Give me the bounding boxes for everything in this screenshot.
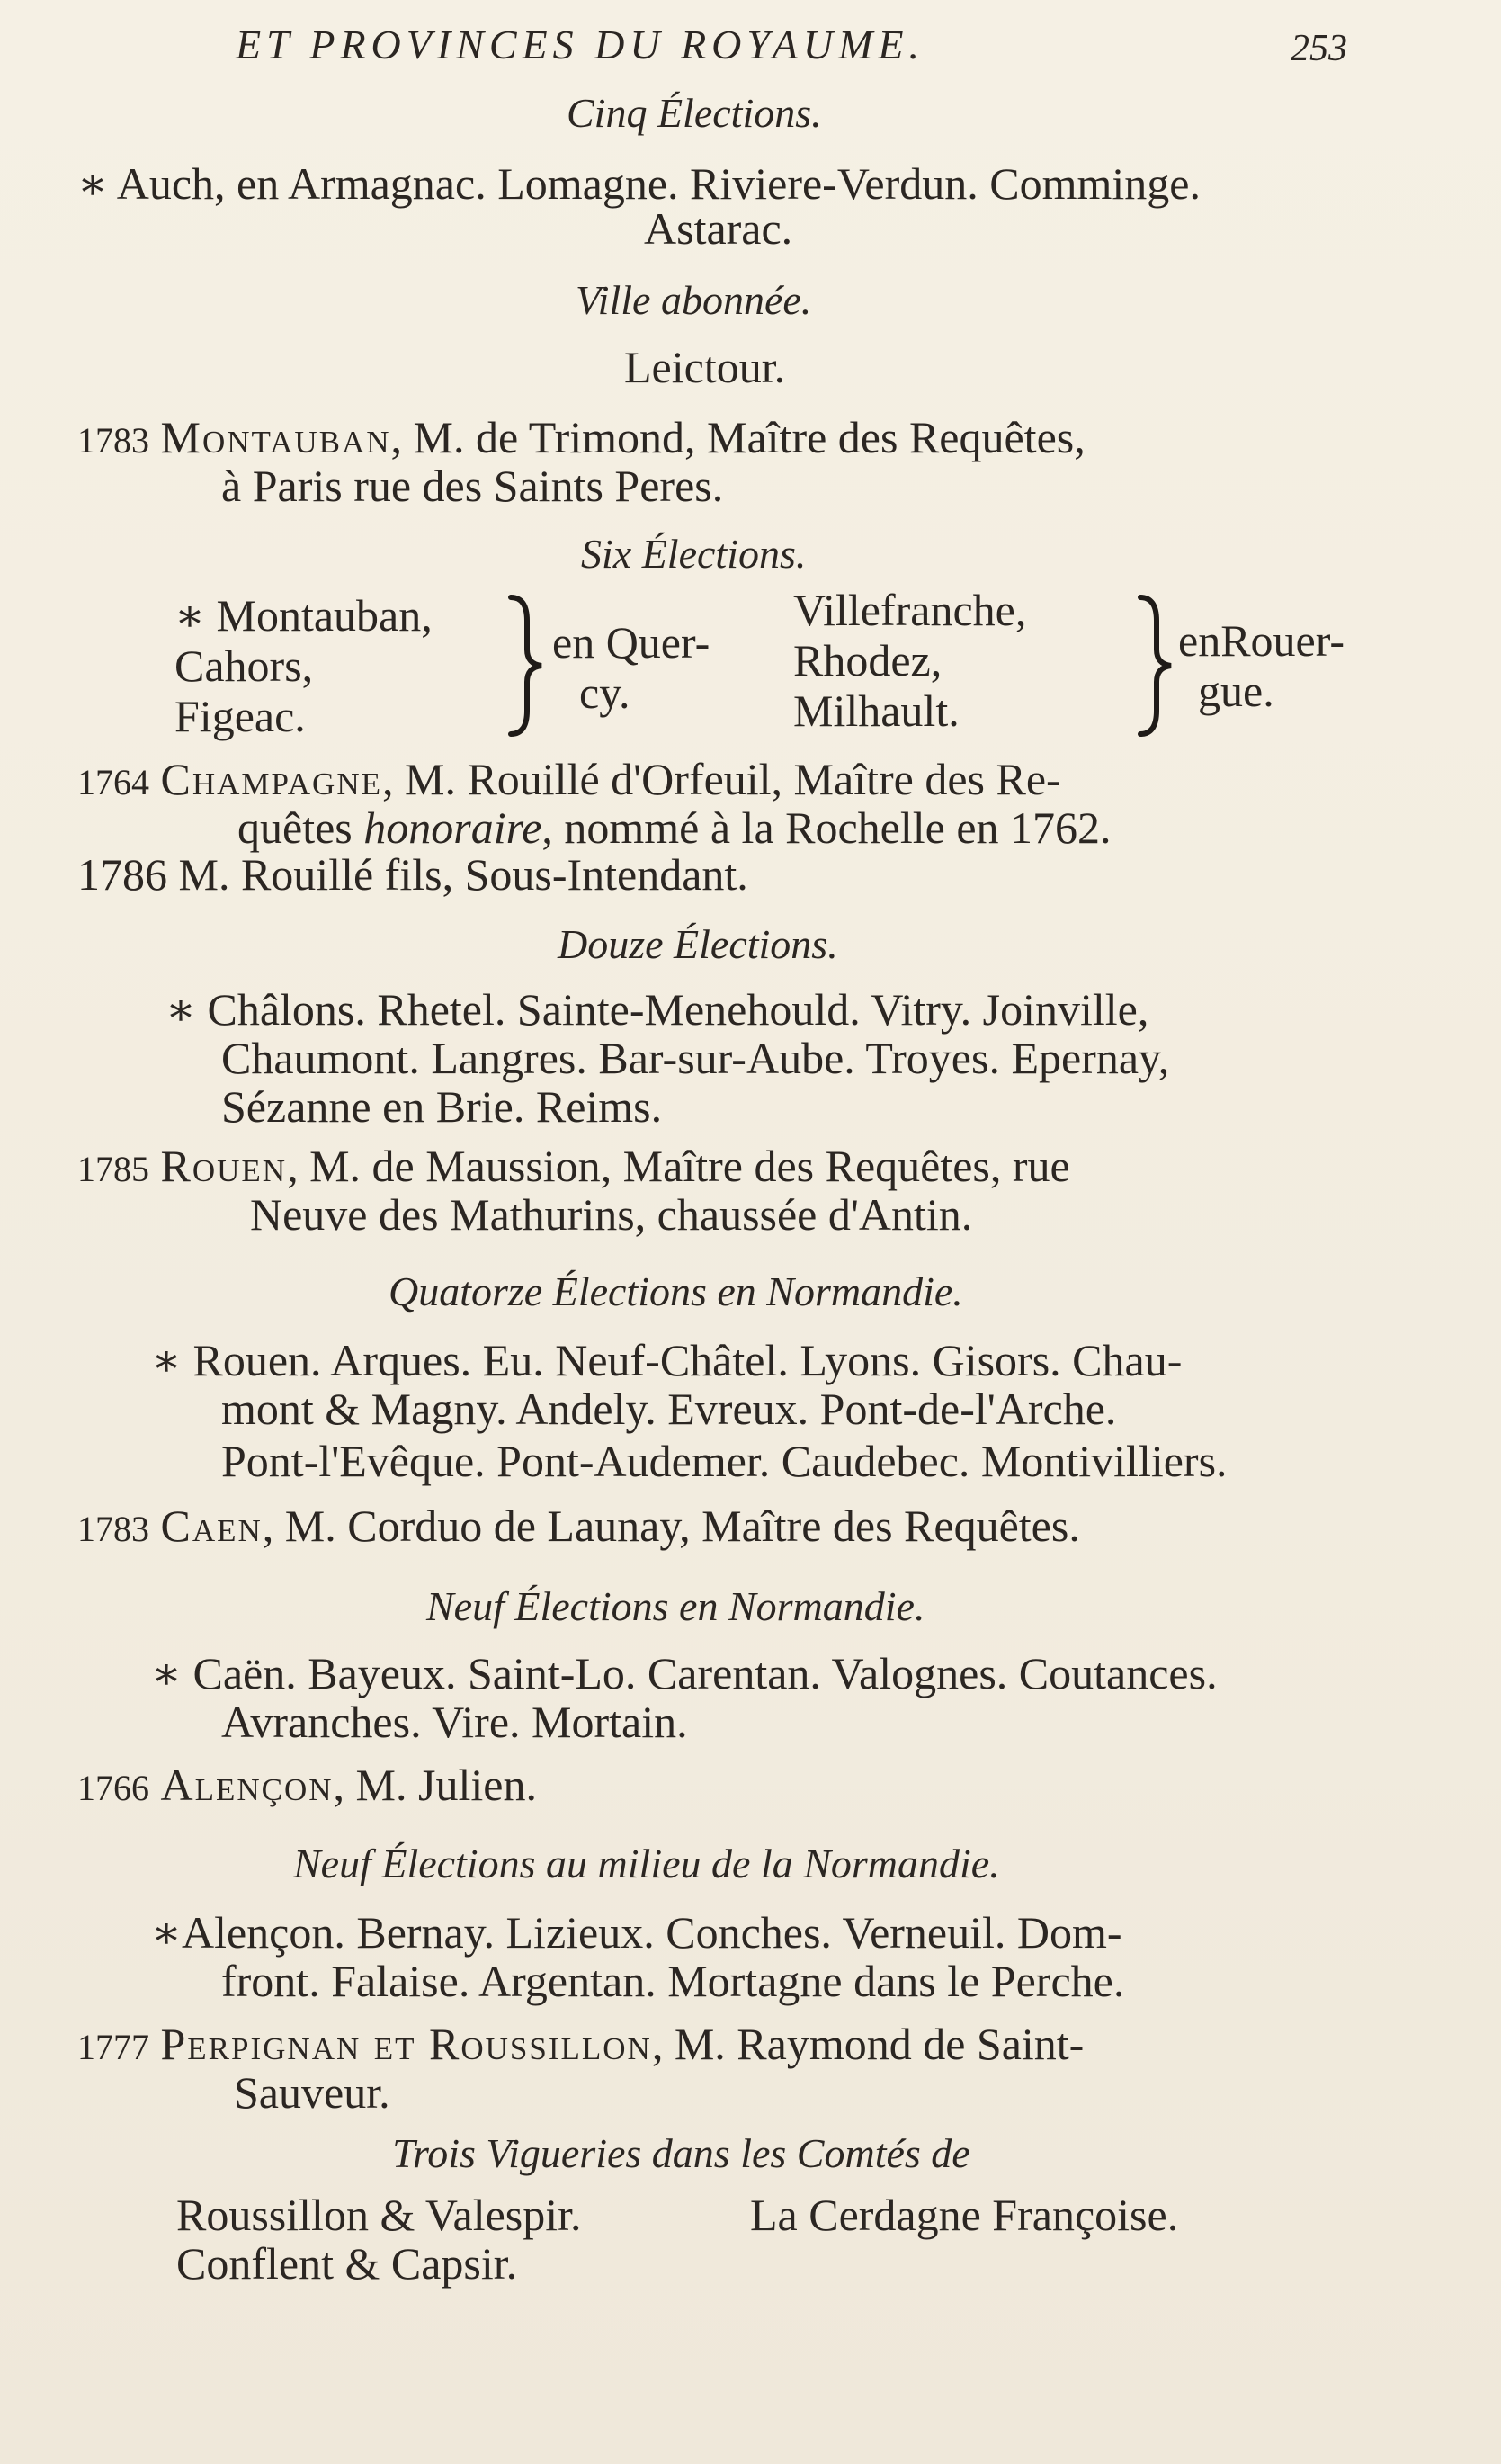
caen-name: Caen — [160, 1501, 263, 1551]
caen-entry — [77, 1501, 1080, 1555]
montauban-intendant: , M. de Trimond, Maître des Requêtes, — [390, 412, 1086, 462]
auch-ville-title: Ville abonnée. — [576, 277, 812, 323]
auch-ville-name: Leictour. — [624, 342, 786, 392]
montauban-left-region-1: en Quer- — [552, 617, 710, 668]
rouen-year: 1785 — [77, 1149, 149, 1189]
caen-line1: , M. Corduo de Launay, Maître des Requêtes. — [262, 1501, 1080, 1551]
auch-elections-line2: Astarac. — [644, 203, 793, 254]
alencon-name: Alençon — [160, 1760, 334, 1810]
perpignan-line1: , M. Raymond de Saint- — [651, 2019, 1085, 2069]
alencon-subtitle: Neuf Élections au milieu de la Normandie. — [293, 1841, 1000, 1886]
alencon-year: 1766 — [77, 1768, 149, 1808]
montauban-left-col-1: ∗ Montauban, — [174, 590, 433, 641]
alencon-elections-1: ∗Alençon. Bernay. Lizieux. Conches. Verneuil. Dom- — [151, 1907, 1122, 1958]
left-brace — [504, 594, 549, 738]
page-number: 253 — [1291, 28, 1347, 69]
champagne-line2-honoraire: honoraire — [363, 802, 542, 853]
perpignan-name: Perpignan et Roussillon — [160, 2019, 652, 2069]
champagne-entry — [77, 754, 1061, 808]
champagne-line2 — [237, 802, 1112, 853]
montauban-subtitle: Six Élections. — [581, 531, 807, 577]
champagne-elections-3: Sézanne en Brie. Reims. — [221, 1081, 663, 1132]
caen-year: 1783 — [77, 1509, 149, 1549]
auch-subtitle: Cinq Élections. — [567, 90, 822, 136]
right-brace — [1133, 594, 1178, 738]
champagne-elections-1: ∗ Châlons. Rhetel. Sainte-Menehould. Vitry. Joinville, — [165, 984, 1149, 1035]
rouen-name: Rouen — [160, 1141, 288, 1191]
perpignan-col1-2: Conflent & Capsir. — [176, 2238, 518, 2289]
rouen-elections-2: mont & Magny. Andely. Evreux. Pont-de-l'Arche. — [221, 1384, 1117, 1434]
rouen-entry — [77, 1141, 1070, 1195]
rouen-line2: Neuve des Mathurins, chaussée d'Antin. — [250, 1189, 973, 1240]
alencon-entry — [77, 1760, 537, 1814]
montauban-name: Montauban — [160, 412, 391, 462]
montauban-address: à Paris rue des Saints Peres. — [221, 461, 724, 511]
perpignan-entry — [77, 2019, 1084, 2073]
perpignan-line2: Sauveur. — [234, 2067, 390, 2118]
montauban-right-region-2: gue. — [1198, 666, 1274, 716]
montauban-year: 1783 — [77, 420, 149, 461]
caen-elections-2: Avranches. Vire. Mortain. — [221, 1697, 688, 1747]
alencon-elections-2: front. Falaise. Argentan. Mortagne dans le Perche. — [221, 1956, 1125, 2006]
alencon-line1: , M. Julien. — [333, 1760, 537, 1810]
champagne-line3: 1786 M. Rouillé fils, Sous-Intendant. — [77, 849, 748, 900]
perpignan-subtitle: Trois Vigueries dans les Comtés de — [392, 2130, 970, 2176]
rouen-elections-3: Pont-l'Evêque. Pont-Audemer. Caudebec. Montivilliers. — [221, 1436, 1228, 1486]
montauban-right-region-1: enRouer- — [1178, 615, 1345, 666]
champagne-line2-a: quêtes — [237, 802, 364, 853]
perpignan-year: 1777 — [77, 2027, 149, 2067]
montauban-right-col-2: Rhodez, — [793, 635, 943, 685]
rouen-line1: , M. de Maussion, Maître des Requêtes, rue — [287, 1141, 1070, 1191]
montauban-left-col-2: Cahors, — [174, 641, 314, 691]
champagne-line1: , M. Rouillé d'Orfeuil, Maître des Re- — [381, 754, 1061, 804]
auch-elections-line1: ∗ Auch, en Armagnac. Lomagne. Riviere-Verdun. Comminge. — [77, 158, 1201, 209]
montauban-entry — [77, 412, 1086, 466]
champagne-name: Champagne — [160, 754, 382, 804]
running-head: ET PROVINCES DU ROYAUME. — [236, 22, 925, 67]
caen-elections-1: ∗ Caën. Bayeux. Saint-Lo. Carentan. Valognes. Coutances. — [151, 1648, 1218, 1698]
champagne-line2-b: , nommé à la Rochelle en 1762. — [541, 802, 1112, 853]
caen-subtitle: Neuf Élections en Normandie. — [426, 1583, 925, 1629]
champagne-subtitle: Douze Élections. — [558, 921, 838, 967]
perpignan-col2: La Cerdagne Françoise. — [750, 2190, 1179, 2240]
montauban-right-col-1: Villefranche, — [793, 585, 1027, 635]
perpignan-col1-1: Roussillon & Valespir. — [176, 2190, 582, 2240]
rouen-elections-1: ∗ Rouen. Arques. Eu. Neuf-Châtel. Lyons. Gisors. Chau- — [151, 1335, 1183, 1385]
champagne-year: 1764 — [77, 762, 149, 802]
montauban-left-region-2: cy. — [579, 668, 630, 718]
rouen-subtitle: Quatorze Élections en Normandie. — [389, 1268, 963, 1314]
montauban-left-col-3: Figeac. — [174, 691, 306, 741]
champagne-elections-2: Chaumont. Langres. Bar-sur-Aube. Troyes. Epernay, — [221, 1033, 1170, 1083]
montauban-right-col-3: Milhault. — [793, 685, 960, 736]
